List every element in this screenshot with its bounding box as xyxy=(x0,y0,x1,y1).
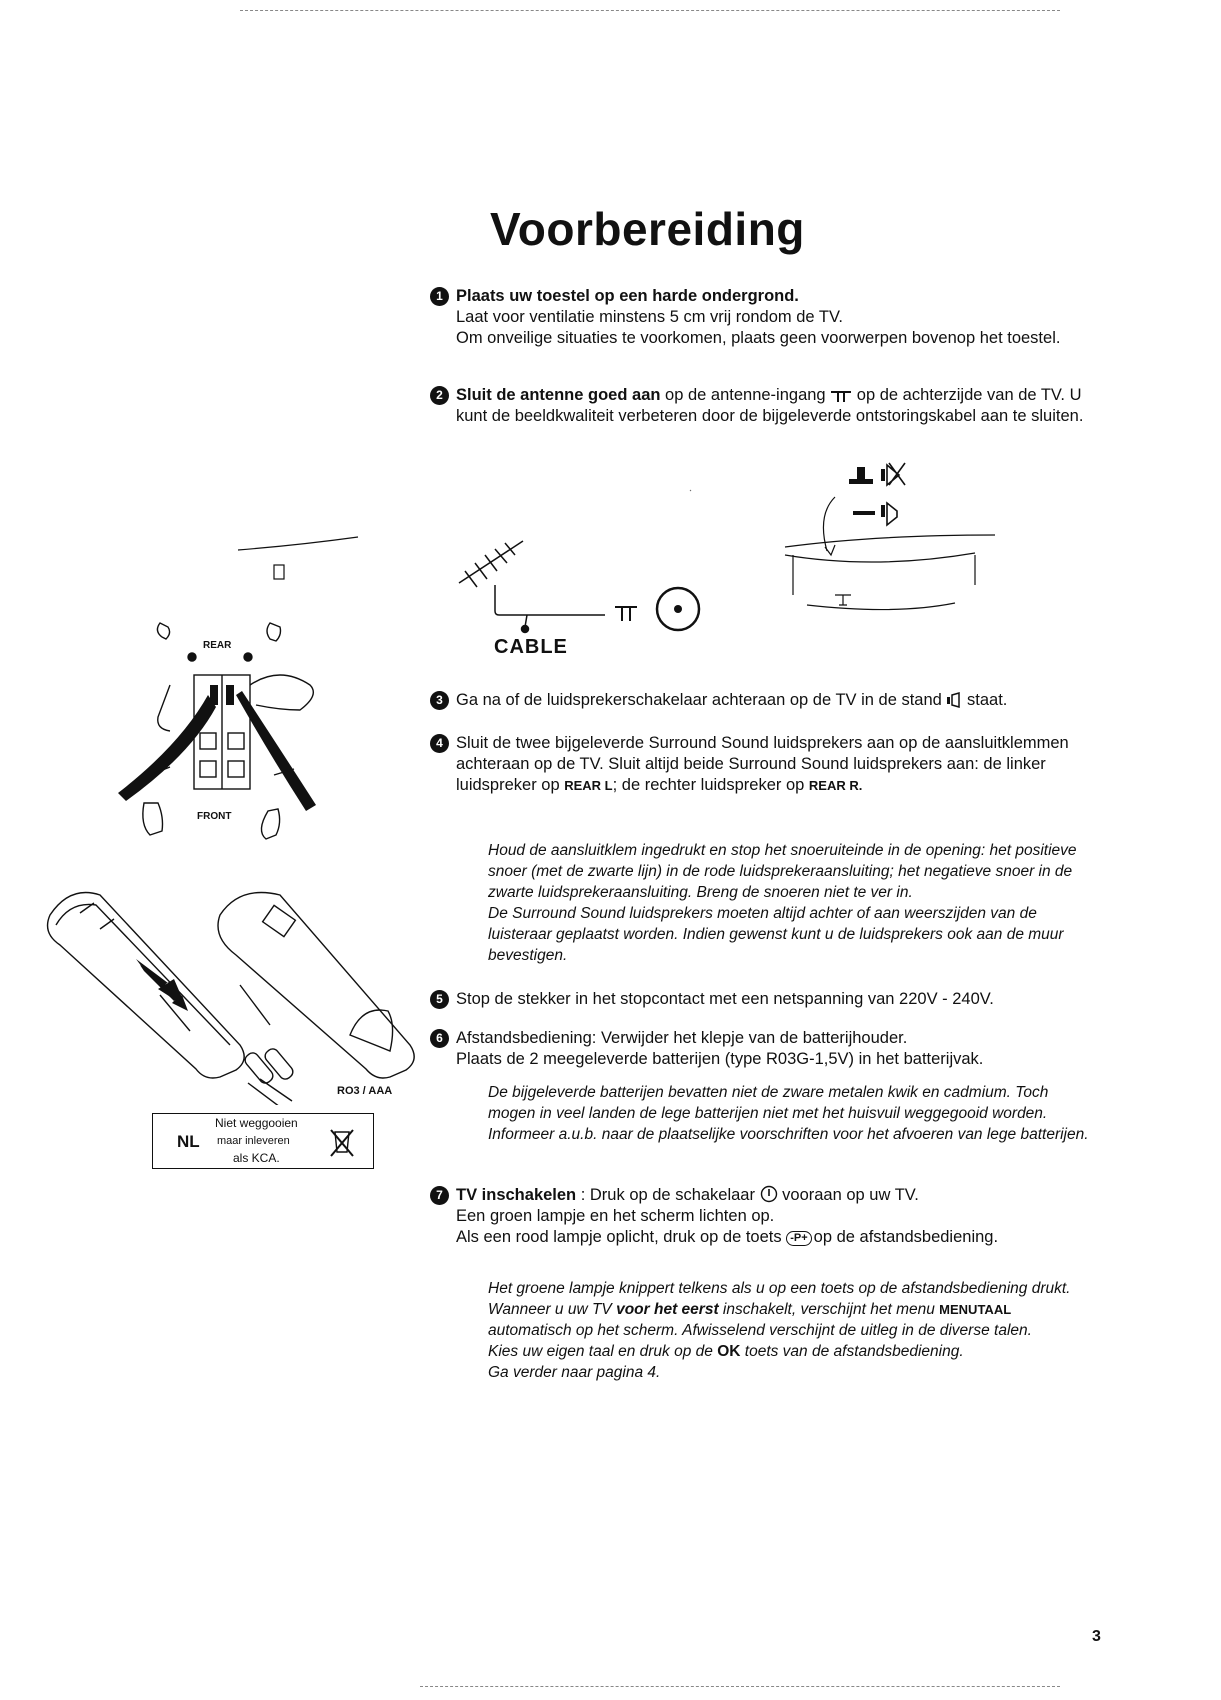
cable-label: CABLE xyxy=(494,636,568,658)
step-number: 2 xyxy=(430,386,449,405)
front-label: FRONT xyxy=(197,811,232,822)
step-heading: Sluit de antenne goed aan xyxy=(456,386,661,404)
tv-back-outline xyxy=(785,497,995,610)
step-text: Stop de stekker in het stopcontact met een netspanning van 220V - 240V. xyxy=(456,990,994,1008)
kca-country: NL xyxy=(177,1132,200,1151)
menu-name: MENUTAAL xyxy=(939,1302,1012,1317)
page-number: 3 xyxy=(1092,1628,1101,1645)
step-number: 4 xyxy=(430,734,449,753)
speaker-on-icon xyxy=(946,692,962,708)
note-text: inschakelt, verschijnt het menu xyxy=(718,1301,940,1318)
kca-text: Niet weggooien xyxy=(215,1116,298,1130)
step-number: 3 xyxy=(430,691,449,710)
step-text: : Druk op de schakelaar xyxy=(576,1186,760,1204)
kca-text: als KCA. xyxy=(233,1151,280,1165)
antenna-connection-figure xyxy=(455,455,1015,655)
crossed-bin-icon xyxy=(329,1124,355,1158)
step-number: 7 xyxy=(430,1186,449,1205)
step-text: op de afstandsbediening. xyxy=(813,1228,999,1246)
step-4 xyxy=(436,733,1096,796)
step-text: staat. xyxy=(962,691,1008,709)
step-text: op de antenne-ingang xyxy=(660,386,831,404)
note-text: Wanneer u uw TV xyxy=(488,1301,617,1318)
step-line: Plaats de 2 meegeleverde batterijen (type R03G-1,5V) in het batterijvak. xyxy=(456,1050,984,1068)
antenna-socket-icon xyxy=(615,588,699,630)
speaker-connection-figure xyxy=(110,535,370,840)
step-4-note xyxy=(488,840,1098,966)
page-title: Voorbereiding xyxy=(490,203,805,255)
step-line: Laat voor ventilatie minstens 5 cm vrij rondom de TV. xyxy=(456,308,844,326)
rear-l-label: REAR L xyxy=(564,778,613,793)
battery-type-label: RO3 / AAA xyxy=(337,1085,393,1097)
step-3 xyxy=(436,690,1096,711)
cable-line xyxy=(495,585,605,633)
note-line: automatisch op het scherm. Afwisselend verschijnt de uitleg in de diverse talen. xyxy=(488,1322,1032,1339)
scan-artifact-top xyxy=(240,10,1060,14)
antenna-input-icon xyxy=(830,389,852,403)
step-7-note xyxy=(488,1278,1098,1383)
note-paragraph: Houd de aansluitklem ingedrukt en stop het snoeruiteinde in de opening: het positieve snoer (met de zwarte lijn) in de rode luidsprekeraansluiting; het negatieve snoer in de zwarte luidsprekeraansluiting. Breng de snoeren niet te ver in. xyxy=(488,842,1077,901)
step-1 xyxy=(436,286,1096,349)
ok-key: OK xyxy=(717,1343,741,1360)
step-2 xyxy=(436,385,1096,427)
step-5 xyxy=(436,989,1096,1010)
step-heading: Plaats uw toestel op een harde ondergrond. xyxy=(456,287,799,305)
note-text: Kies uw eigen taal en druk op de xyxy=(488,1343,718,1360)
step-6 xyxy=(436,1028,1096,1070)
program-button-icon: -P+ xyxy=(786,1231,811,1246)
step-7 xyxy=(436,1185,1096,1248)
note-line: Het groene lampje knippert telkens als u op een toets op de afstandsbediening drukt. xyxy=(488,1280,1071,1297)
step-text: Een groen lampje en het scherm lichten op. xyxy=(456,1207,775,1225)
power-icon xyxy=(760,1185,778,1203)
note-paragraph: De Surround Sound luidsprekers moeten altijd achter of aan weerszijden van de luisteraar geplaatst worden. Indien gewenst kunt u de luidsprekers ook aan de muur bevestigen. xyxy=(488,905,1064,964)
step-heading: TV inschakelen xyxy=(456,1186,577,1204)
note-line: Ga verder naar pagina 4. xyxy=(488,1364,661,1381)
step-text: Sluit de twee bijgeleverde Surround Sound luidsprekers aan op de aansluitklemmen achteraan op de TV. Sluit altijd beide Surround Sound luidsprekers aan: de linker luidspreker op xyxy=(456,734,1069,794)
step-number: 1 xyxy=(430,287,449,306)
step-text: ; de rechter luidspreker op xyxy=(612,776,809,794)
remote-control-figure xyxy=(40,855,420,1105)
kca-disposal-box xyxy=(152,1113,374,1169)
step-text: vooraan op uw TV. xyxy=(777,1186,919,1204)
scan-artifact-bottom xyxy=(420,1686,1060,1690)
step-line: Om onveilige situaties te voorkomen, plaats geen voorwerpen bovenop het toestel. xyxy=(456,329,1061,347)
step-line: Afstandsbediening: Verwijder het klepje van de batterijhouder. xyxy=(456,1029,908,1047)
antenna-icon xyxy=(459,541,523,587)
note-paragraph: De bijgeleverde batterijen bevatten niet de zware metalen kwik en cadmium. Toch mogen in veel landen de lege batterijen niet met het huisvuil weggegooid worden. Informeer a.u.b. naar de plaatselijke voorschriften voor het afvoeren van lege batterijen. xyxy=(488,1084,1089,1143)
step-text: Als een rood lampje oplicht, druk op de toets xyxy=(456,1228,787,1246)
step-number: 6 xyxy=(430,1029,449,1048)
rear-label: REAR xyxy=(203,640,232,651)
step-6-note xyxy=(488,1082,1098,1145)
step-number: 5 xyxy=(430,990,449,1009)
step-text: Ga na of de luidsprekerschakelaar achteraan op de TV in de stand xyxy=(456,691,947,709)
step-text: op de achterzijde van de TV. U kunt de beeldkwaliteit verbeteren door de bijgeleverde ontstoringskabel aan te sluiten. xyxy=(456,386,1084,425)
rear-r-label: REAR R. xyxy=(808,778,863,793)
kca-text: maar inleveren xyxy=(217,1135,290,1147)
note-text: toets van de afstandsbediening. xyxy=(740,1343,964,1360)
speaker-switch-symbols xyxy=(849,463,905,525)
note-emphasis: voor het eerst xyxy=(616,1301,719,1318)
